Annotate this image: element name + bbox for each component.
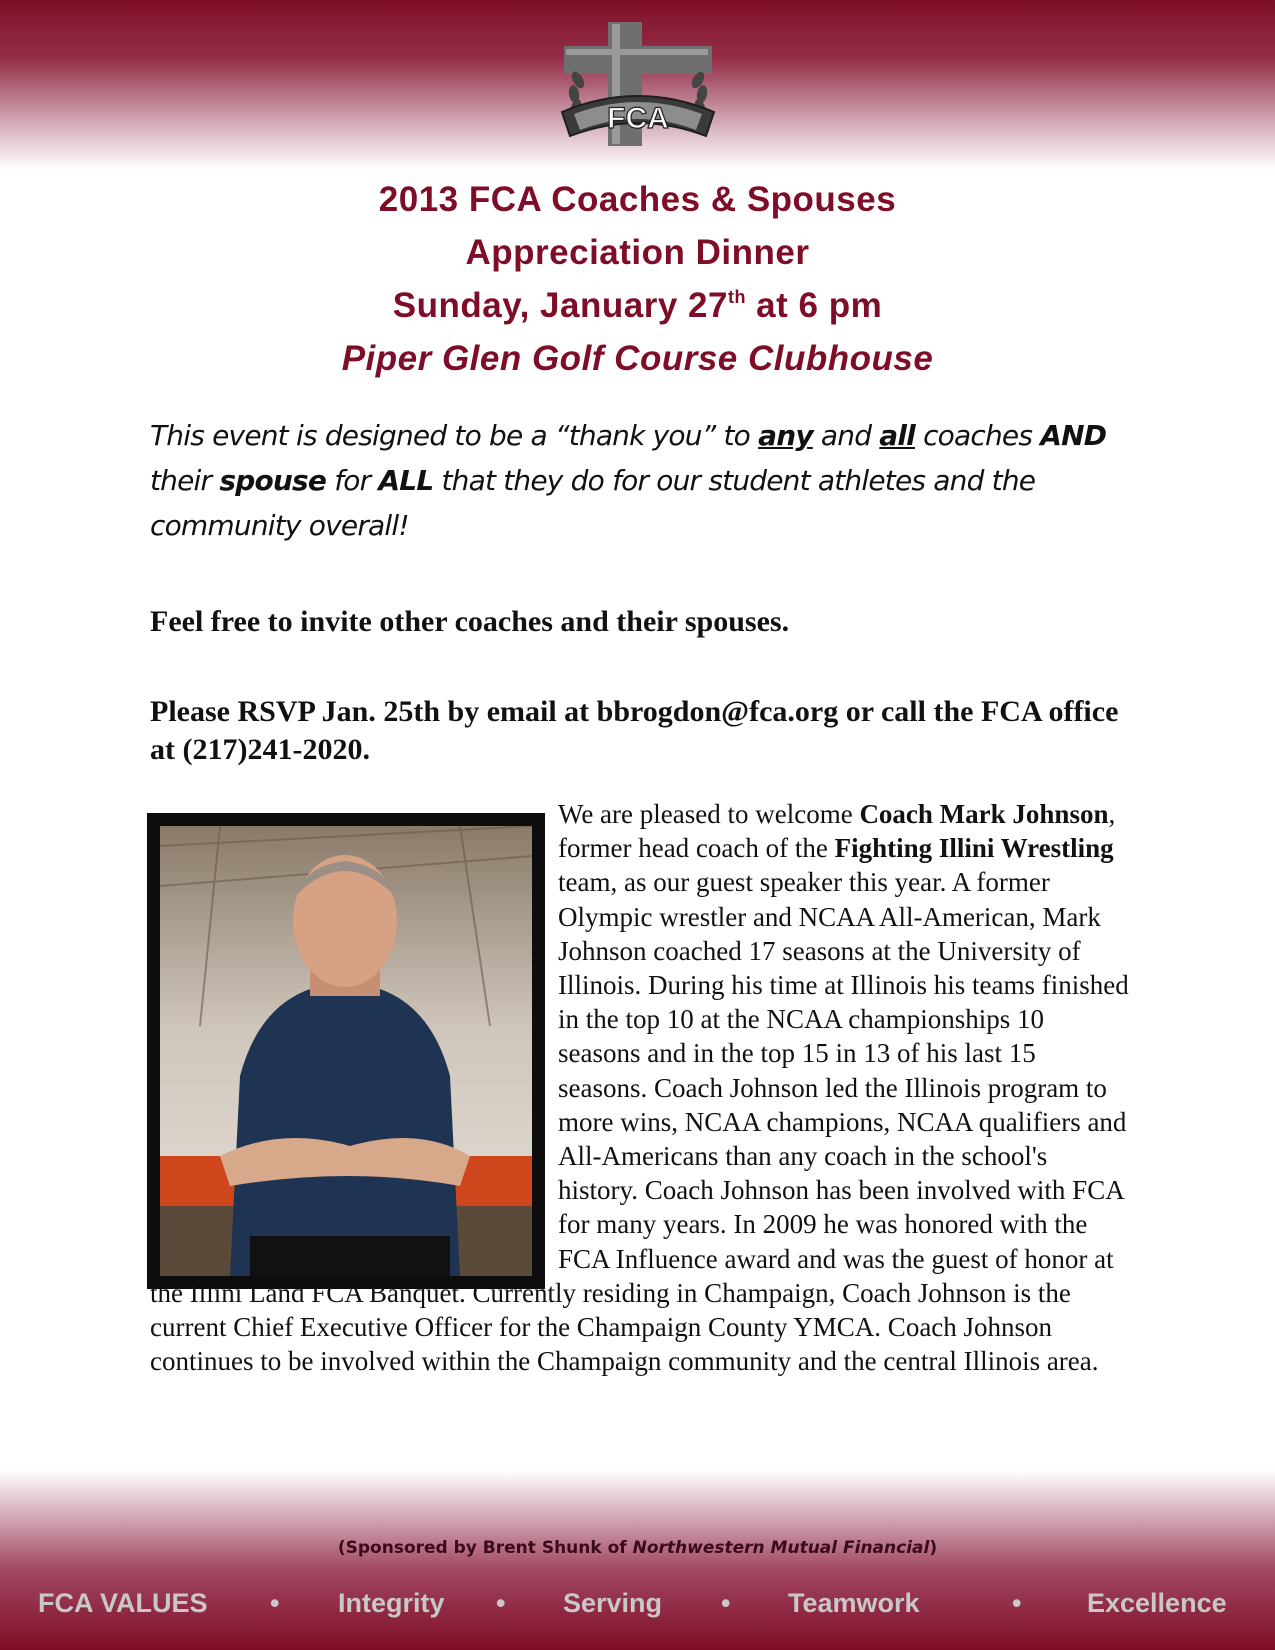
intro-text: This event is designed to be a “thank you” to [150, 419, 759, 452]
values-title: FCA VALUES [38, 1588, 208, 1618]
intro-text: their [150, 464, 220, 497]
intro-text: and [812, 419, 880, 452]
sponsor-suffix: ) [929, 1538, 938, 1558]
intro-any: any [758, 419, 813, 452]
intro-text: coaches [914, 419, 1041, 452]
event-date [0, 279, 1275, 332]
intro-spouse: spouse [219, 464, 327, 497]
date-prefix: Sunday, January 27 [392, 286, 728, 325]
sponsor-company: Northwestern Mutual Financial [632, 1538, 930, 1558]
rsvp-note: Please RSVP Jan. 25th by email at bbrogdon@fca.org or call the FCA office at (217)241-2020. [150, 695, 1119, 766]
sponsor-prefix: (Sponsored by Brent Shunk of [337, 1538, 633, 1558]
value-integrity: Integrity [338, 1588, 445, 1618]
logo-text: FCA [607, 102, 669, 135]
intro-text: that they do for our student athletes and the community overall! [150, 464, 1036, 542]
values-separator: • [496, 1588, 506, 1618]
fca-values-bar [0, 1588, 1275, 1624]
invite-note: Feel free to invite other coaches and their spouses. [150, 605, 790, 638]
value-serving: Serving [563, 1588, 663, 1618]
intro-text: for [326, 464, 379, 497]
fca-cross-logo [560, 18, 716, 148]
bio-text: team, as our guest speaker this year. A former Olympic wrestler and NCAA All-American, Mark Johnson coached 17 seasons at the University of Illinois. During his time at Illinois his teams finished in the top 10 at the NCAA championships 10 seasons and in the top 15 in 13 of his last 15 seasons. Coach Johnson led the Illinois program to more wins, NCAA champions, NCAA qualifiers and All-Americans than any coach in the school's history. Coach Johnson has been involved with FCA for many years. In 2009 he was honored with the FCA Influence award and was the guest of honor at the Illini Land FCA Banquet. Currently residing in Champaign, Coach Johnson is the current Chief Executive Officer for the Champaign County YMCA. Coach Johnson continues to be involved within the Champaign community and the central Illinois area. [150, 867, 1129, 1377]
bio-text: , former head coach of the [558, 799, 1116, 864]
event-time: at 6 pm [745, 286, 883, 325]
value-teamwork: Teamwork [788, 1588, 920, 1618]
intro-and: AND [1040, 419, 1107, 452]
speaker-bio [150, 797, 1130, 1378]
intro-paragraph [150, 413, 1160, 548]
event-venue: Piper Glen Golf Course Clubhouse [341, 339, 934, 378]
team-name: Fighting Illini Wrestling [834, 833, 1114, 864]
values-separator: • [1012, 1588, 1022, 1618]
intro-all: all [879, 419, 915, 452]
intro-all-caps: ALL [378, 464, 434, 497]
bio-text: We are pleased to welcome [558, 799, 860, 829]
sponsor-note [0, 1538, 1275, 1558]
date-suffix: th [727, 287, 746, 307]
values-separator: • [270, 1588, 280, 1618]
title-line-2: Appreciation Dinner [465, 233, 810, 272]
value-excellence: Excellence [1087, 1588, 1227, 1618]
speaker-name: Coach Mark Johnson [859, 799, 1109, 829]
title-line-1: 2013 FCA Coaches & Spouses [378, 180, 897, 219]
values-separator: • [721, 1588, 731, 1618]
photo-wrap-spacer [150, 797, 558, 1275]
